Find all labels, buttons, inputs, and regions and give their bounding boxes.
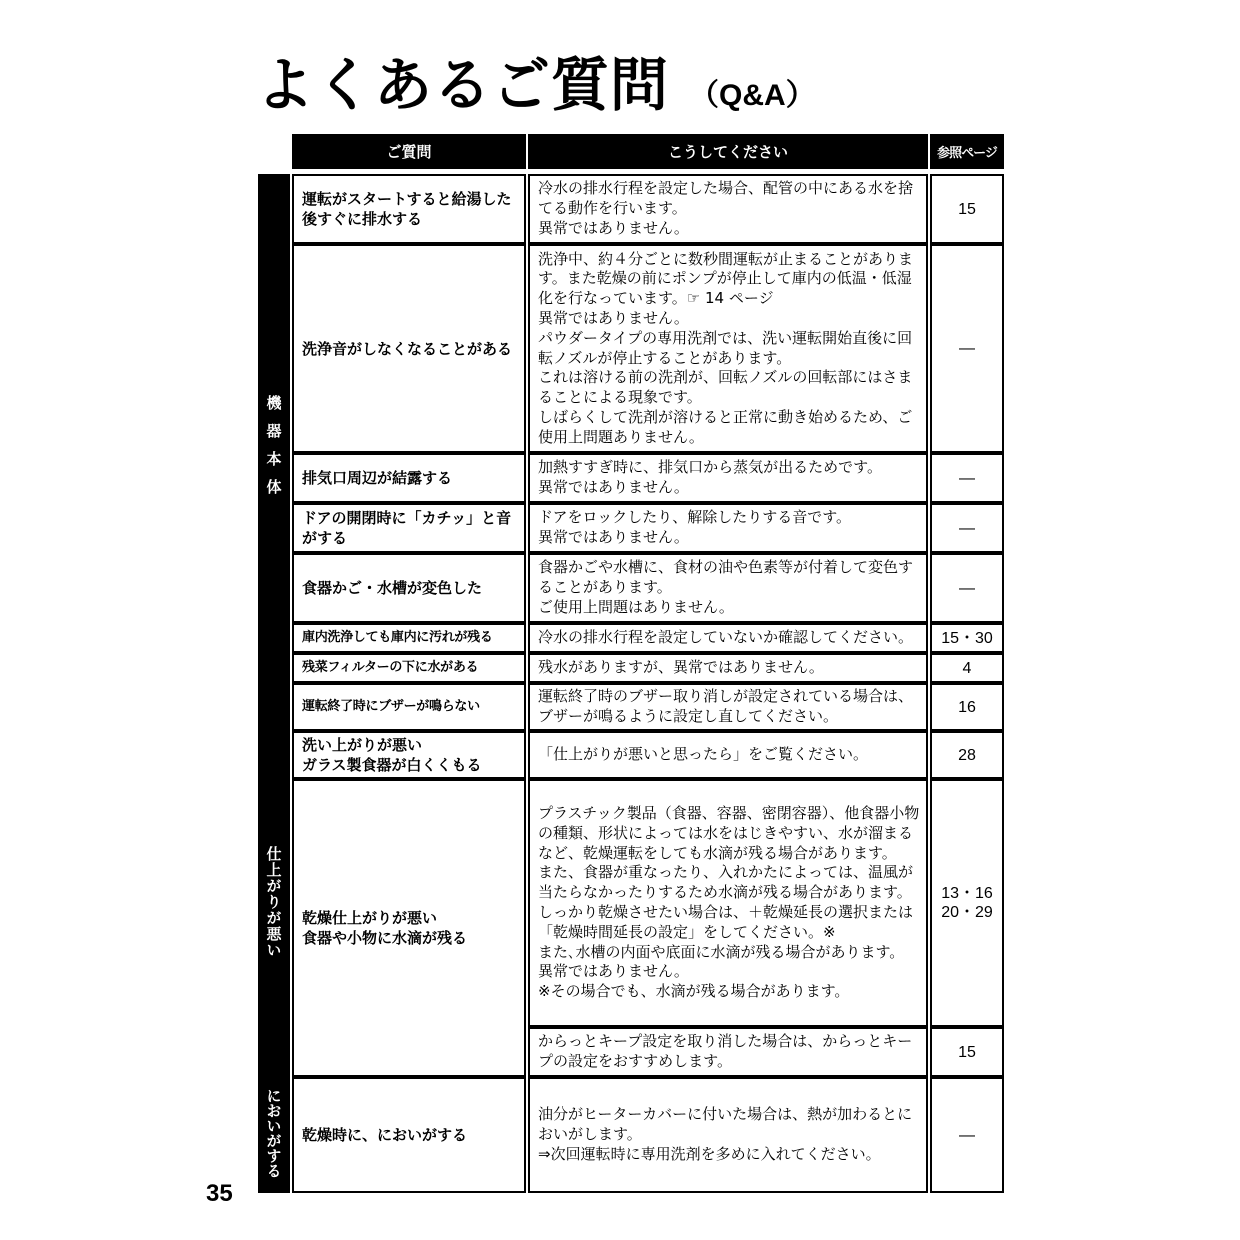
answer-cell: からっとキープ設定を取り消した場合は、からっとキープの設定をおすすめします。 [528, 1027, 928, 1077]
title-sub: （Q&A） [689, 79, 816, 112]
table-row [258, 623, 1004, 653]
table-row [258, 683, 1004, 731]
header-answer: こうしてください [528, 134, 928, 169]
question-cell: 運転終了時にブザーが鳴らない [292, 683, 526, 731]
question-cell: 食器かご・水槽が変色した [292, 553, 526, 623]
page-title [256, 38, 816, 118]
question-cell: ドアの開閉時に「カチッ」と音がする [292, 503, 526, 553]
table-header-row [258, 134, 1004, 169]
page-number: 35 [206, 1180, 233, 1207]
qa-table [256, 134, 1006, 1193]
answer-cell: 残水がありますが、異常ではありません。 [528, 653, 928, 683]
ref-cell: — [930, 553, 1004, 623]
ref-cell: 28 [930, 731, 1004, 779]
ref-cell: — [930, 1077, 1004, 1193]
table-row [258, 653, 1004, 683]
answer-cell: 加熱すすぎ時に、排気口から蒸気が出るためです。 異常ではありません。 [528, 453, 928, 503]
table-row [258, 174, 1004, 244]
category-nioi: においがする [258, 1077, 290, 1193]
answer-cell: 油分がヒーターカバーに付いた場合は、熱が加わるとにおいがします。 ⇒次回運転時に専用洗剤を多めに入れてください。 [528, 1077, 928, 1193]
header-spacer [258, 134, 290, 169]
ref-cell: — [930, 244, 1004, 453]
table-row [258, 244, 1004, 453]
table-row [258, 553, 1004, 623]
title-main: よくあるご質問 [256, 51, 670, 119]
answer-cell: 食器かごや水槽に、食材の油や色素等が付着して変色することがあります。 ご使用上問題はありません。 [528, 553, 928, 623]
question-cell: 運転がスタートすると給湯した後すぐに排水する [292, 174, 526, 244]
ref-cell: 4 [930, 653, 1004, 683]
answer-cell: ドアをロックしたり、解除したりする音です。 異常ではありません。 [528, 503, 928, 553]
answer-cell: 運転終了時のブザー取り消しが設定されている場合は、ブザーが鳴るように設定し直してください。 [528, 683, 928, 731]
question-cell: 乾燥時に、においがする [292, 1077, 526, 1193]
table-row [258, 731, 1004, 779]
answer-cell: 「仕上がりが悪いと思ったら」をご覧ください。 [528, 731, 928, 779]
table-row [258, 1077, 1004, 1193]
answer-cell: 冷水の排水行程を設定した場合、配管の中にある水を捨てる動作を行います。 異常ではありません。 [528, 174, 928, 244]
ref-cell: 13・16 20・29 [930, 779, 1004, 1027]
ref-cell: 16 [930, 683, 1004, 731]
ref-cell: — [930, 453, 1004, 503]
question-cell: 排気口周辺が結露する [292, 453, 526, 503]
header-ref: 参照ページ [930, 134, 1004, 169]
ref-cell: 15 [930, 174, 1004, 244]
header-question: ご質問 [292, 134, 526, 169]
question-cell: 庫内洗浄しても庫内に汚れが残る [292, 623, 526, 653]
table-row [258, 779, 1004, 1027]
answer-cell: 洗浄中、約４分ごとに数秒間運転が止まることがあります。また乾燥の前にポンプが停止して庫内の低温・低湿化を行なっています。☞ 14 ページ 異常ではありません。 パウダータイプの専用洗剤では、洗い運転開始直後に回転ノズルが停止することがあります。 これは溶ける前の洗剤が、回転ノズルの回転部にはさまることによる現象です。 しばらくして洗剤が溶けると正常に動き始めるため、ご使用上問題ありません。 [528, 244, 928, 453]
category-shiage: 仕上がりが悪い [258, 731, 290, 1077]
question-cell: 乾燥仕上がりが悪い 食器や小物に水滴が残る [292, 779, 526, 1077]
table-row [258, 503, 1004, 553]
answer-cell: プラスチック製品（食器、容器、密閉容器）、他食器小物の種類、形状によっては水をはじきやすい、水が溜まるなど、乾燥運転をしても水滴が残る場合があります。 また、食器が重なったり、入れかたによっては、温風が当たらなかったりするため水滴が残る場合があります。 しっかり乾燥させたい場合は、＋乾燥延長の選択または「乾燥時間延長の設定」をしてください。※ また､水槽の内面や底面に水滴が残る場合があります。 異常ではありません。 ※その場合でも、水滴が残る場合があります。 [528, 779, 928, 1027]
ref-cell: — [930, 503, 1004, 553]
answer-cell: 冷水の排水行程を設定していないか確認してください。 [528, 623, 928, 653]
ref-cell: 15 [930, 1027, 1004, 1077]
ref-cell: 15・30 [930, 623, 1004, 653]
category-kiki: 機器本体 [258, 174, 290, 731]
question-cell: 洗い上がりが悪い ガラス製食器が白くくもる [292, 731, 526, 779]
table-row [258, 453, 1004, 503]
question-cell: 残菜フィルターの下に水がある [292, 653, 526, 683]
question-cell: 洗浄音がしなくなることがある [292, 244, 526, 453]
